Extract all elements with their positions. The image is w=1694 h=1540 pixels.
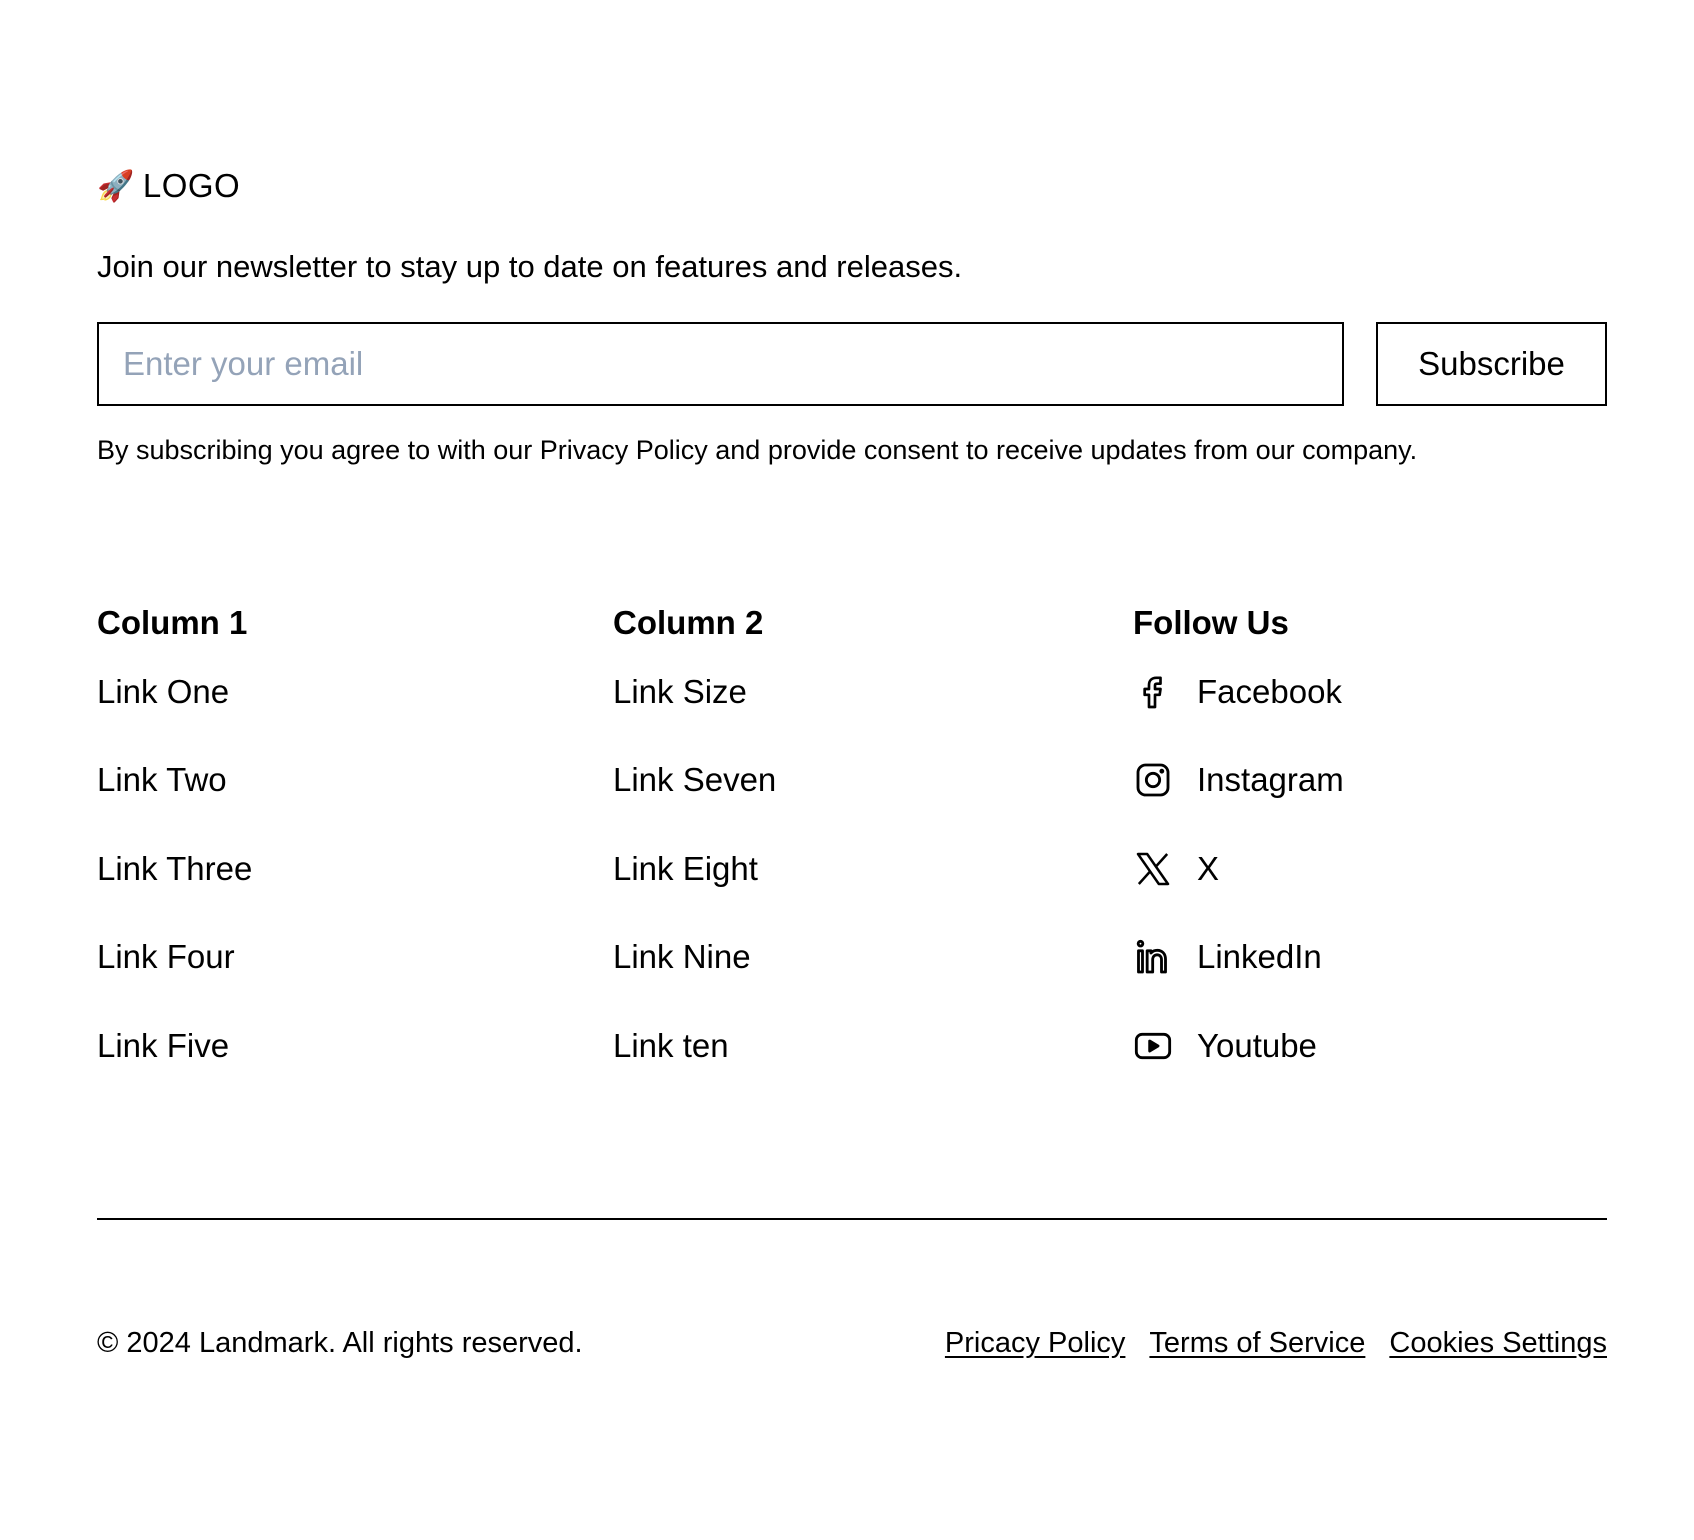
subscribe-button[interactable]: Subscribe [1376,322,1607,406]
footer-link-one[interactable]: Link One [97,673,230,710]
rocket-icon: 🚀 [97,168,135,204]
social-link-instagram[interactable] [1133,760,1344,800]
footer-link-four[interactable]: Link Four [97,938,235,975]
footer-link-seven[interactable]: Link Seven [613,761,777,798]
list-item [97,847,252,891]
terms-of-service-link[interactable]: Terms of Service [1149,1327,1366,1359]
youtube-icon [1133,1026,1173,1066]
list-item [613,935,751,979]
list-item [613,670,747,714]
footer-link-three[interactable]: Link Three [97,850,253,887]
social-label: Facebook [1197,673,1342,710]
social-label: LinkedIn [1197,938,1322,975]
instagram-icon [1133,760,1173,800]
social-label: Instagram [1197,761,1344,798]
linkedin-icon [1133,937,1173,977]
list-item [613,1024,729,1068]
social-link-x[interactable] [1133,849,1219,889]
legal-links [945,1325,1607,1361]
footer-link-two[interactable]: Link Two [97,761,227,798]
social-link-facebook[interactable] [1133,672,1342,712]
list-item [613,758,776,802]
cookies-settings-link[interactable]: Cookies Settings [1389,1327,1607,1359]
list-item [97,758,227,802]
logo[interactable] [97,166,240,206]
footer-link-six[interactable]: Link Size [613,673,747,710]
consent-text: By subscribing you agree to with our Privacy Policy and provide consent to receive updates from our company. [97,435,1418,465]
list-item [97,935,235,979]
list-item [1133,670,1342,714]
follow-us-column [1133,603,1344,1064]
footer-link-nine[interactable]: Link Nine [613,938,751,975]
footer-link-ten[interactable]: Link ten [613,1027,729,1064]
footer-link-eight[interactable]: Link Eight [613,850,758,887]
column-heading: Column 2 [613,604,764,641]
social-link-youtube[interactable] [1133,1026,1317,1066]
email-input[interactable] [97,322,1344,406]
privacy-policy-link[interactable]: Pricacy Policy [944,1327,1126,1359]
social-link-linkedin[interactable] [1133,937,1322,977]
footer-column-1 [97,603,253,1064]
list-item [1133,847,1219,891]
footer-divider [97,1218,1607,1220]
list-item [1133,935,1322,979]
list-item [1133,1024,1317,1068]
column-heading: Follow Us [1133,604,1289,641]
social-label: X [1197,850,1220,887]
footer-link-five[interactable]: Link Five [97,1027,230,1064]
logo-text: LOGO [142,167,241,204]
x-icon [1133,849,1173,889]
footer-column-2 [613,603,777,1064]
list-item [1133,758,1344,802]
facebook-icon [1133,672,1173,712]
social-label: Youtube [1197,1027,1317,1064]
newsletter-description: Join our newsletter to stay up to date on features and releases. [97,249,963,284]
copyright: © 2024 Landmark. All rights reserved. [97,1327,583,1359]
column-heading: Column 1 [97,604,248,641]
list-item [97,1024,229,1068]
list-item [613,847,758,891]
list-item [97,670,229,714]
